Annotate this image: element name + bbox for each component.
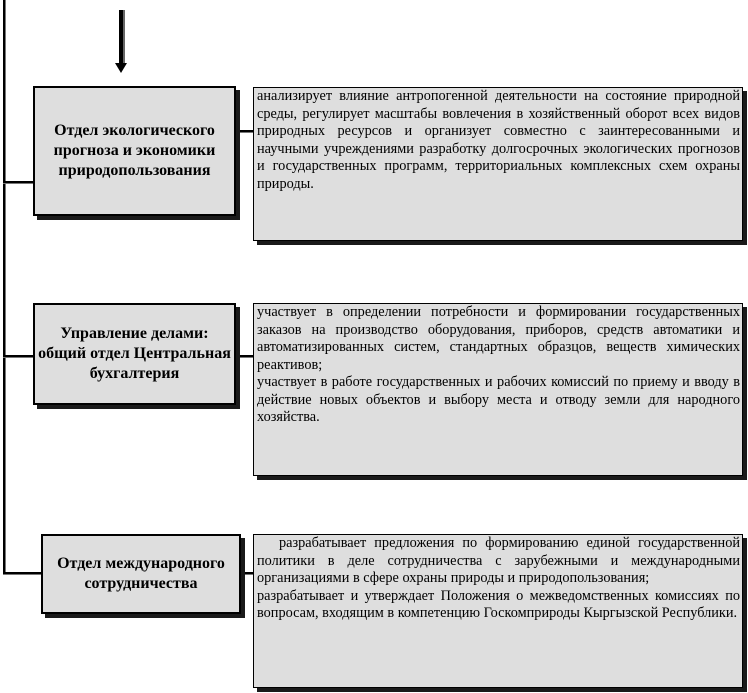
dept-description-international-cooperation: [253, 534, 743, 688]
main-vertical-connector: [3, 0, 5, 575]
dept-box-administration: [33, 303, 236, 405]
dept-box-ecological-forecast: [33, 86, 236, 216]
description-paragraph: анализирует влияние антропогенной деятельности на состояние природной среды, регулирует масштабы вовлечения в хозяйственный оборот всех видов природных ресурсов и организует совместно с заинтересованными и научными учреждениями разработку долгосрочных экологических прогнозов и государственных программ, территориальных комплексных схем охраны природы.: [257, 88, 740, 192]
dept-description-administration: [253, 303, 743, 476]
dept-title: Управление делами: общий отдел Центральная бухгалтерия: [38, 325, 231, 382]
dept-title: Отдел экологического прогноза и экономики природопользования: [53, 122, 216, 179]
dept-1-to-desc-link: [236, 130, 254, 132]
description-paragraph: разрабатывает предложения по формированию единой государственной политики в деле сотрудничества с зарубежными и международными организациями в сфере охраны природы и природопользования;: [257, 535, 740, 586]
description-paragraph: участвует в определении потребности и формировании государственных заказов на производство оборудования, приборов, средств автоматики и автоматизированных систем, стандартных образцов, веществ химических реактивов;: [257, 304, 740, 373]
branch-connector-2: [3, 355, 33, 357]
branch-connector-3: [3, 572, 42, 574]
dept-title: Отдел международного сотрудничества: [57, 555, 225, 592]
incoming-arrow: [119, 10, 123, 65]
dept-description-ecological-forecast: [253, 87, 743, 241]
dept-box-international-cooperation: [41, 534, 241, 614]
description-paragraph: разрабатывает и утверждает Положения о межведомственных комиссиях по вопросам, входящим в компетенцию Госкомприроды Кыргызской Республики.: [257, 587, 740, 621]
arrow-down-icon: [115, 63, 127, 73]
branch-connector-1: [3, 181, 33, 183]
description-paragraph: участвует в работе государственных и рабочих комиссий по приему и вводу в действие новых объектов и выбору места и отводу земли для народного хозяйства.: [257, 374, 740, 425]
dept-2-to-desc-link: [236, 355, 254, 357]
